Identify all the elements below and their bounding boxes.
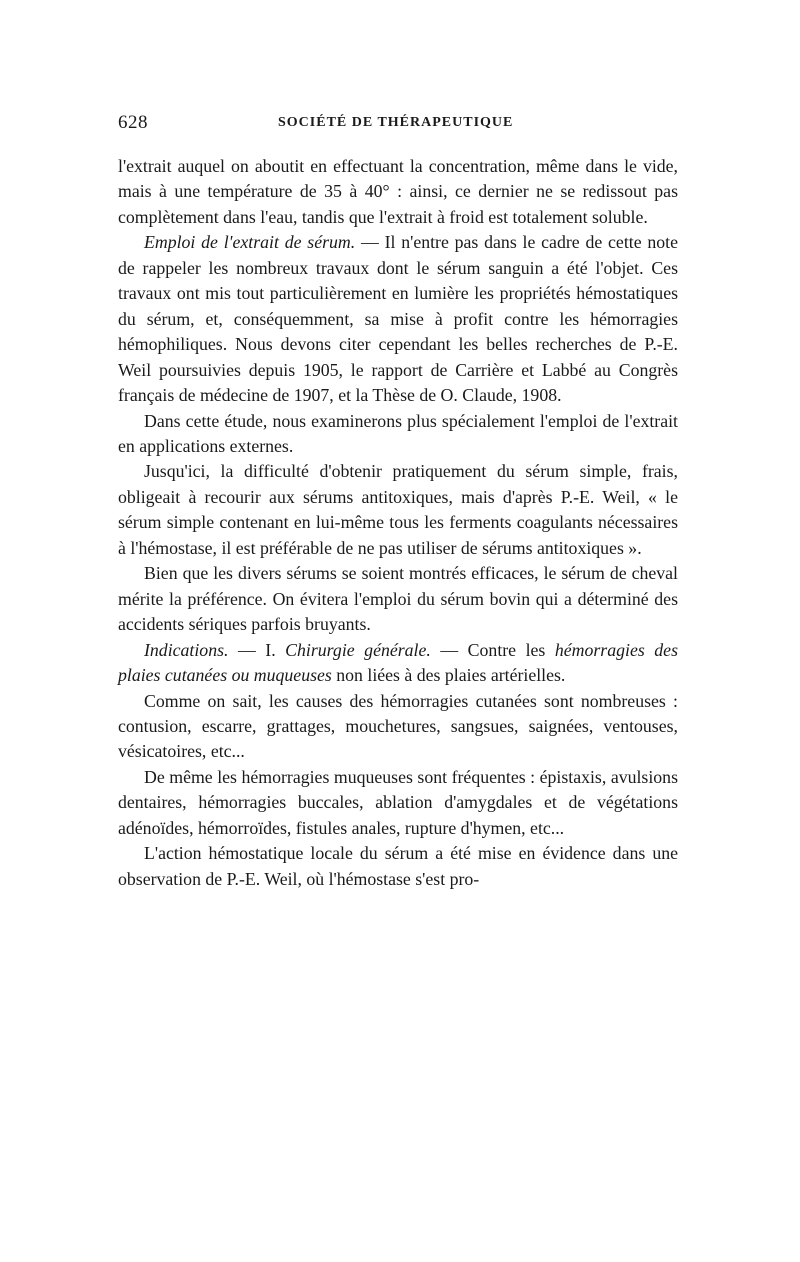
paragraph-6-text: non liées à des plaies artérielles. xyxy=(331,665,566,686)
paragraph-7 xyxy=(118,689,678,765)
paragraph-6-mid: — I. xyxy=(228,639,286,660)
paragraph-3 xyxy=(118,409,678,460)
sub-heading-chirurgie: Chirurgie générale. xyxy=(285,639,431,660)
paragraph-2 xyxy=(118,230,678,408)
paragraph-9-text: L'action hémostatique locale du sérum a été mise en évidence dans une observation de P.-E. Weil, où l'hémostase s'est pro- xyxy=(118,843,678,889)
section-heading-emploi: Emploi de l'extrait de sérum. xyxy=(144,232,356,253)
section-heading-indications: Indications. xyxy=(144,639,229,660)
paragraph-2-text: — Il n'entre pas dans le cadre de cette note de rappeler les nombreux travaux dont le sérum sanguin a été l'objet. Ces travaux ont mis tout particulièrement en lumière les propriétés hémostatiques du sérum, et, conséquemment, sa mise à profit contre les hémorragies hémophiliques. Nous devons citer cependant les belles recherches de P.-E. Weil poursuivies depuis 1905, le rapport de Carrière et Labbé au Congrès français de médecine de 1907, et la Thèse de O. Claude, 1908. xyxy=(118,232,678,406)
paragraph-5-text: Bien que les divers sérums se soient montrés efficaces, le sérum de cheval mérite la préférence. On évitera l'emploi du sérum bovin qui a déterminé des accidents sériques parfois bruyants. xyxy=(118,563,678,635)
paragraph-4 xyxy=(118,459,678,561)
paragraph-9 xyxy=(118,841,678,892)
page-header xyxy=(118,112,678,142)
paragraph-4-text: Jusqu'ici, la difficulté d'obtenir pratiquement du sérum simple, frais, obligeait à recourir aux sérums antitoxiques, mais d'après P.-E. Weil, « le sérum simple contenant en lui-même tous les ferments coagulants nécessaires à l'hémostase, il est préférable de ne pas utiliser de sérums antitoxiques ». xyxy=(118,461,678,558)
paragraph-5 xyxy=(118,561,678,637)
document-page xyxy=(118,112,678,892)
paragraph-3-text: Dans cette étude, nous examinerons plus spécialement l'emploi de l'extrait en applications externes. xyxy=(118,410,678,456)
body-text xyxy=(118,154,678,892)
page-number: 628 xyxy=(118,112,148,133)
italic-phrase-hemorragies: hémorragies des plaies cutanées ou muqueuses xyxy=(118,639,678,686)
paragraph-8-text: De même les hémorragies muqueuses sont fréquentes : épistaxis, avulsions dentaires, hémorragies buccales, ablation d'amygdales et de végétations adénoïdes, hémorroïdes, fistules anales, rupture d'hymen, etc... xyxy=(118,766,678,838)
paragraph-6-mid2: — Contre les xyxy=(430,639,555,660)
paragraph-6 xyxy=(118,638,678,689)
paragraph-7-text: Comme on sait, les causes des hémorragies cutanées sont nombreuses : contusion, escarre, grattages, mouchetures, sangsues, saignées, ventouses, vésicatoires, etc... xyxy=(118,690,678,762)
running-title: SOCIÉTÉ DE THÉRAPEUTIQUE xyxy=(278,115,514,130)
paragraph-8 xyxy=(118,765,678,841)
paragraph-1 xyxy=(118,154,678,230)
paragraph-1-text: l'extrait auquel on aboutit en effectuant la concentration, même dans le vide, mais à une température de 35 à 40° : ainsi, ce dernier ne se redissout pas complètement dans l'eau, tandis que l'extrait à froid est totalement soluble. xyxy=(118,156,678,227)
